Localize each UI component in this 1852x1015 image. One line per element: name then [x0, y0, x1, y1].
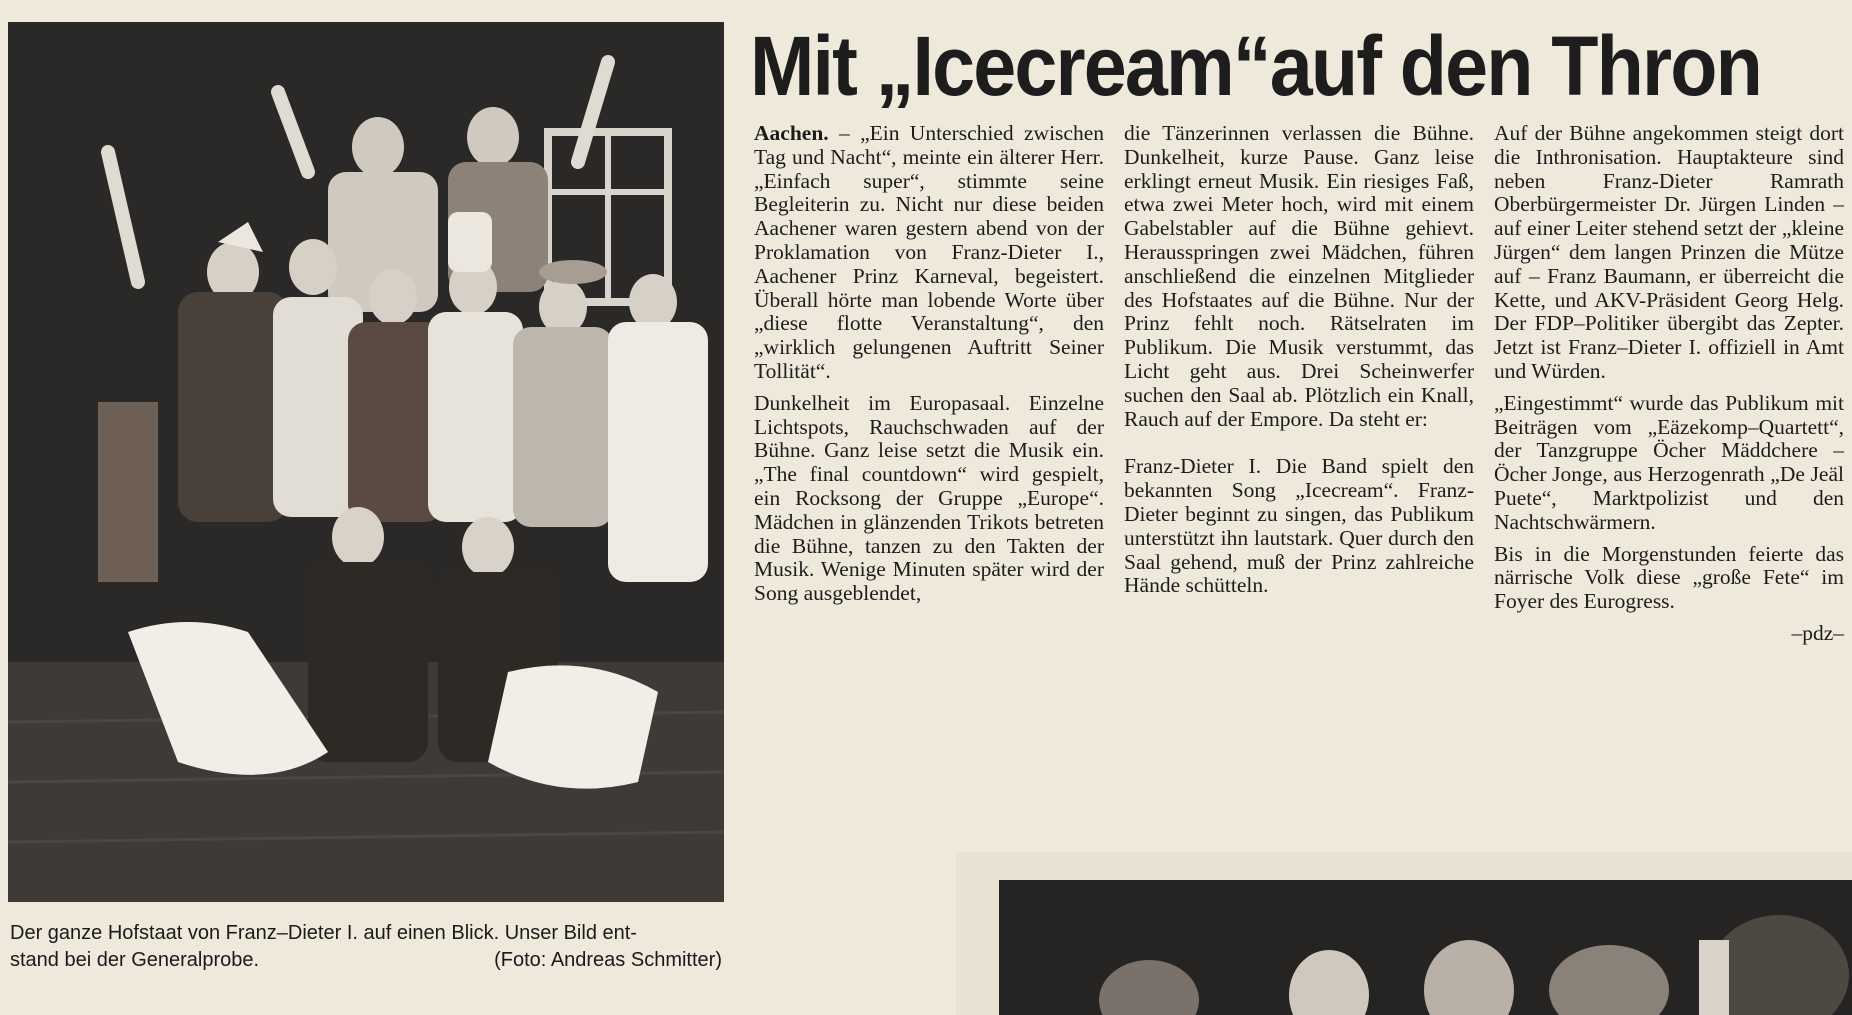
group-photo	[8, 22, 724, 902]
second-photo	[999, 880, 1852, 1015]
caption-credit-line	[10, 947, 722, 974]
article-body	[754, 122, 1844, 762]
caption-text-continued: stand bei der Generalprobe.	[10, 949, 260, 971]
article-column-3	[1494, 122, 1844, 762]
group-photo-image	[8, 22, 724, 902]
article-paragraph: Franz-Dieter I. Die Band spielt den bekannten Song „Icecream“. Franz-Dieter beginnt zu singen, das Publikum unterstützt ihn lautstark. Quer durch den Saal gehend, muß der Prinz zahlreiche Hände schütteln.	[1124, 454, 1474, 598]
article-paragraph: die Tänzerinnen verlassen die Bühne. Dunkelheit, kurze Pause. Ganz leise erklingt erneut Musik. Ein riesiges Faß, etwa zwei Meter hoch, wird mit einem Gabelstabler auf die Bühne gehievt. Herausspringen zwei Mädchen, führen anschließend die einzelnen Mitglieder des Hofstaates auf die Bühne. Nur der Prinz fehlt noch. Rätselraten im Publikum. Die Musik verstummt, das Licht geht aus. Drei Scheinwerfer suchen den Saal ab. Plötzlich ein Knall, Rauch auf der Empore. Da steht er:	[1124, 121, 1474, 431]
photo-credit: (Foto: Andreas Schmitter)	[494, 949, 722, 971]
paragraph-spacer	[1124, 431, 1474, 455]
article-paragraph: „Eingestimmt“ wurde das Publikum mit Beiträgen vom „Eäzekomp–Quartett“, der Tanzgruppe Öcher Mäddchere – Öcher Jonge, aus Herzogenrath „De Jeäl Puete“, Marktpolizist und den Nachtschwärmern.	[1494, 390, 1844, 534]
caption-text: Der ganze Hofstaat von Franz–Dieter I. auf einen Blick. Unser Bild ent-	[10, 922, 637, 944]
photo-caption	[10, 920, 722, 974]
second-photo-image	[999, 880, 1852, 1015]
article-column-1	[754, 122, 1104, 762]
article-text: – „Ein Unterschied zwischen Tag und Nacht“, meinte ein älterer Herr. „Einfach super“, stimmte seine Begleiterin zu. Nicht nur diese beiden Aachener waren gestern abend von der Proklamation von Franz-Dieter I., Aachener Prinz Karneval, begeistert. Überall hörte man lobende Worte über „diese flotte Veranstaltung“, den „wirklich gelungenen Auftritt Seiner Tollität“.	[754, 121, 1104, 383]
group-photo-frame	[8, 22, 724, 902]
headline: Mit „Icecream“auf den Thron	[750, 19, 1761, 113]
article-paragraph: Dunkelheit im Europasaal. Einzelne Lichtspots, Rauchschwaden auf der Bühne. Ganz leise setzt die Musik ein. „The final countdown“ wird gespielt, ein Rocksong der Gruppe „Europe“. Mädchen in glänzenden Trikots betreten die Bühne, tanzen zu den Takten der Musik. Wenige Minuten später wird der Song ausgeblendet,	[754, 390, 1104, 606]
author-signoff: –pdz–	[1791, 620, 1844, 645]
article-paragraph: Auf der Bühne angekommen steigt dort die Inthronisation. Hauptakteure sind neben Franz-Dieter Ramrath Oberbürgermeister Dr. Jürgen Linden – auf einer Leiter stehend setzt der „kleine Jürgen“ dem langen Prinzen die Mütze auf – Franz Baumann, er überreicht die Kette, und AKV-Präsident Georg Helg. Der FDP–Politiker übergibt das Zepter. Jetzt ist Franz–Dieter I. offiziell in Amt und Würden.	[1494, 121, 1844, 383]
article-paragraph	[754, 122, 1104, 384]
dateline: Aachen.	[754, 121, 829, 145]
article-paragraph: Bis in die Morgenstunden feierte das närrische Volk diese „große Fete“ im Foyer des Eurogress.	[1494, 541, 1844, 614]
article-column-2	[1124, 122, 1474, 762]
